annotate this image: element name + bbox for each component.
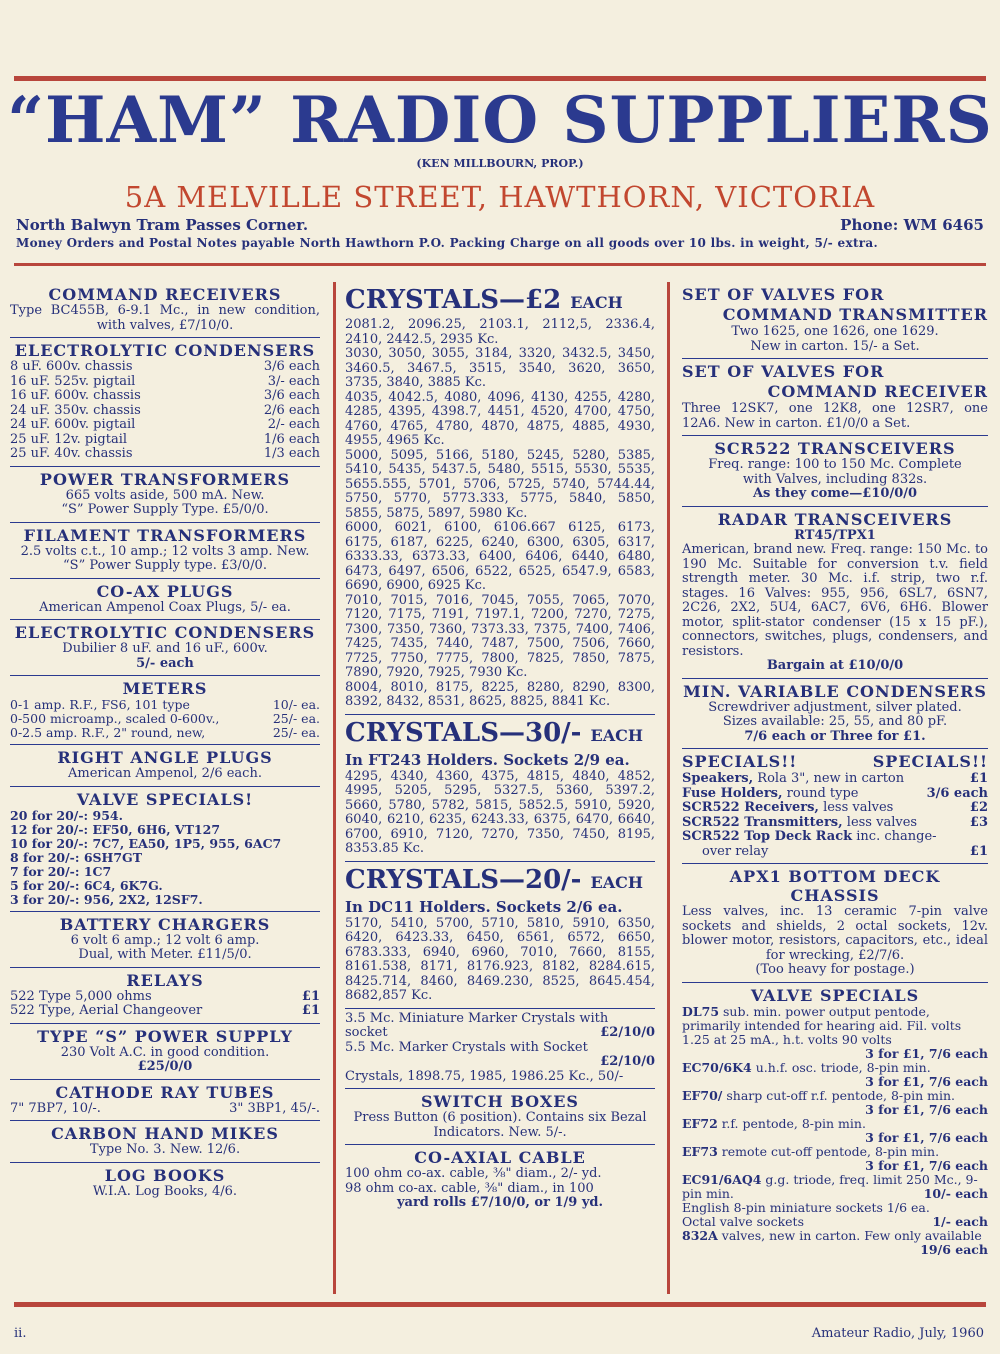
item-desc: 16 uF. 600v. chassis [10, 389, 141, 403]
item-desc [682, 816, 970, 831]
list-item [682, 1215, 988, 1229]
section-text: W.I.A. Log Books, 4/6. [92, 1183, 238, 1199]
header-bottom-rule [14, 263, 986, 266]
item-desc: 0-500 microamp., scaled 0-600v., [10, 712, 220, 726]
item-desc: 25 uF. 40v. chassis [10, 447, 133, 461]
payment-note: Money Orders and Postal Notes payable North Hawthorn P.O. Packing Charge on all goods over 10 lbs. in weight, 5/- extra. [16, 236, 878, 250]
section-price: £25/0/0 [137, 1059, 193, 1074]
valves-command-receiver-section [682, 359, 988, 436]
section-heading: POWER TRANSFORMERS [39, 469, 291, 489]
section-price: 5/- each [136, 655, 194, 671]
item-desc: 24 uF. 350v. chassis [10, 403, 141, 418]
list-item [10, 726, 320, 740]
item-desc [682, 772, 970, 787]
electrolytic-condensers-section [10, 338, 320, 467]
item-price: £1 [301, 988, 320, 1004]
section-text: 98 ohm co-ax. cable, ⅜" diam., in 100 [345, 1180, 594, 1196]
item-price: 1/- each [932, 1213, 988, 1229]
store-title: “HAM” RADIO SUPPLIERS [7, 83, 993, 158]
item-detail: remote cut-off pentode, 8-pin min. [721, 1143, 940, 1159]
section-text: Press Button (6 position). Contains six Bezal Indicators. New. 5/-. [353, 1110, 647, 1140]
item-price: 3/- each [267, 373, 320, 389]
list-item: English 8-pin miniature sockets 1/6 ea. [682, 1199, 930, 1215]
item-price: 25/- ea. [272, 711, 320, 726]
list-item [682, 1227, 988, 1257]
item-price: £2 [969, 800, 988, 815]
list-item: 7 for 20/-: 1C7 [10, 863, 112, 879]
item-detail: less valves [846, 815, 918, 830]
item-price: 3 for £1, 7/6 each [865, 1129, 988, 1145]
item-desc: 8 uF. 600v. chassis [10, 360, 133, 374]
radar-transceivers-section [682, 507, 988, 679]
section-price: 7/6 each or Three for £1. [744, 728, 926, 744]
marker-crystals-section [345, 1009, 655, 1090]
valve-specials-2-section [682, 983, 988, 1257]
section-heading: CO-AXIAL CABLE [414, 1148, 586, 1167]
item-name: Speakers, [682, 772, 754, 786]
list-item: 8 for 20/-: 6SH7GT [10, 849, 143, 865]
item-name: EF70/ [682, 1087, 723, 1103]
item-price: 19/6 each [920, 1241, 988, 1257]
item-price: £1 [969, 843, 988, 859]
section-text: yard rolls £7/10/0, or 1/9 yd. [396, 1195, 604, 1210]
heading-text: CRYSTALS—30/- [345, 717, 582, 748]
section-text: 665 volts aside, 500 mA. New. [65, 487, 265, 503]
item-desc: 522 Type 5,000 ohms [10, 989, 152, 1004]
section-text: New in carton. 15/- a Set. [750, 338, 920, 354]
item-price: 3 for £1, 7/6 each [865, 1045, 988, 1061]
item-desc: 522 Type, Aerial Changeover [10, 1004, 203, 1018]
list-item [10, 375, 320, 390]
specials-section [682, 749, 988, 864]
list-item [10, 712, 320, 726]
list-item [10, 698, 320, 712]
item-price: 3/6 each [263, 359, 320, 374]
crystal-group: 4295, 4340, 4360, 4375, 4815, 4840, 4852, 4995, 5205, 5295, 5327.5, 5360, 5397.2, 5660, 5780, 5782, 5815, 5852.5, 5910, 5920, 6040, 6210, 6235, 6243.33, 6375, 6470, 6640, 6700, 6910, 7120, 7270, 7350, 7450, 8195, 8353.85 Kc. [345, 768, 655, 856]
co-axial-cable-section [345, 1145, 655, 1215]
column-right [682, 282, 988, 1257]
list-item [682, 816, 988, 831]
min-variable-condensers-section [682, 679, 988, 750]
section-heading: VALVE SPECIALS! [76, 789, 254, 809]
section-heading: CO-AX PLUGS [96, 581, 234, 601]
section-heading: LOG BOOKS [104, 1165, 226, 1185]
item-detail: g.g. triode, freq. limit 250 Mc., 9-pin min. [682, 1171, 978, 1201]
section-price: Bargain at £10/0/0 [766, 658, 904, 673]
section-heading [345, 865, 655, 898]
item-price: 3 for £1, 7/6 each [865, 1073, 988, 1089]
crystal-group: 2081.2, 2096.25, 2103.1, 2112,5, 2336.4, 2410, 2442.5, 2935 Kc. [345, 317, 655, 347]
scr522-transceivers-section [682, 436, 988, 507]
crystal-group: 3030, 3050, 3055, 3184, 3320, 3432.5, 3450, 3460.5, 3467.5, 3515, 3540, 3620, 3650, 3735, 3840, 3885 Kc. [345, 346, 655, 390]
type-s-power-supply-section [10, 1024, 320, 1080]
item-name: 832A [682, 1227, 718, 1243]
section-text: Type BC455B, 6-9.1 Mc., in new condition, with valves, £7/10/0. [10, 303, 320, 333]
section-text: 5.5 Mc. Marker Crystals with Socket [345, 1039, 588, 1055]
command-receivers-section [10, 282, 320, 338]
item-price: 3/6 each [263, 388, 320, 403]
apx1-chassis-section [682, 864, 988, 983]
right-angle-plugs-section [10, 745, 320, 787]
switch-boxes-section [345, 1089, 655, 1145]
item-detail: less valves [823, 801, 894, 815]
section-heading: SET OF VALVES FOR [682, 362, 885, 381]
list-item [10, 418, 320, 433]
section-heading: ELECTROLYTIC CONDENSERS [14, 623, 316, 642]
item-price: 3 for £1, 7/6 each [865, 1101, 988, 1117]
item-detail: sub. min. power output pentode, primarily intended for hearing aid. Fil. volts 1.25 at 25 mA., h.t. volts 90 volts [682, 1003, 962, 1047]
list-item [682, 1143, 988, 1173]
meters-section [10, 676, 320, 745]
section-price: As they come—£10/0/0 [752, 486, 918, 501]
section-subheading: In DC11 Holders. Sockets 2/6 ea. [345, 897, 623, 916]
item-desc: 0-1 amp. R.F., FS6, 101 type [10, 698, 190, 712]
column-divider-left [333, 282, 336, 1294]
list-item [10, 360, 320, 375]
heading-each: EACH [590, 725, 643, 745]
list-item: 5 for 20/-: 6C4, 6K7G. [10, 877, 163, 893]
item-desc [682, 787, 927, 802]
list-item [10, 389, 320, 404]
item-price: 2/- each [267, 417, 320, 432]
crystal-group: 7010, 7015, 7016, 7045, 7055, 7065, 7070, 7120, 7175, 7191, 7197.1, 7200, 7270, 7275, 7300, 7350, 7360, 7373.33, 7375, 7400, 7406, 7425, 7435, 7440, 7487, 7500, 7506, 7660, 7725, 7750, 7775, 7800, 7825, 7850, 7875, 7890, 7920, 7925, 7930 Kc. [345, 592, 655, 680]
item-price: £1 [969, 771, 988, 786]
section-text: 2.5 volts c.t., 10 amp.; 12 volts 3 amp. New. “S” Power Supply type. £3/0/0. [20, 543, 310, 573]
relays-section [10, 968, 320, 1024]
section-text: Crystals, 1898.75, 1985, 1986.25 Kc., 50/- [345, 1068, 624, 1084]
publication-footer: Amateur Radio, July, 1960 [811, 1326, 984, 1341]
log-books-section [10, 1163, 320, 1204]
bottom-rule [14, 1302, 986, 1307]
item-price: 2/6 each [263, 402, 320, 418]
crystal-group: 5000, 5095, 5166, 5180, 5245, 5280, 5385, 5410, 5435, 5437.5, 5480, 5515, 5530, 5535, 5655.555, 5701, 5706, 5725, 5740, 5744.44, 5750, 5770, 5773.333, 5775, 5840, 5850, 5855, 5875, 5897, 5980 Kc. [345, 447, 655, 521]
list-item [682, 1115, 988, 1145]
section-heading [345, 285, 655, 318]
list-item [345, 1026, 655, 1041]
section-heading: COMMAND TRANSMITTER [722, 305, 988, 324]
section-text: American Ampenol Coax Plugs, 5/- ea. [39, 599, 291, 615]
item-name: SCR522 Receivers, [682, 801, 819, 815]
section-heading: TYPE “S” POWER SUPPLY [37, 1026, 293, 1046]
section-text: with Valves, including 832s. [742, 471, 928, 487]
section-heading [682, 752, 988, 772]
section-text: Screwdriver adjustment, silver plated. [708, 699, 962, 715]
item-price: £1 [301, 1003, 320, 1018]
section-note: (Too heavy for postage.) [755, 962, 915, 977]
list-item [10, 433, 320, 448]
item-desc [682, 801, 970, 816]
list-item [10, 447, 320, 462]
valves-command-transmitter-section [682, 282, 988, 359]
crystal-group: 6000, 6021, 6100, 6106.667 6125, 6173, 6175, 6187, 6225, 6240, 6300, 6305, 6317, 6333.33, 6373.33, 6400, 6406, 6440, 6480, 6473, 6497, 6506, 6522, 6525, 6547.9, 6583, 6690, 6900, 6925 Kc. [345, 520, 655, 593]
heading-text: SPECIALS!! [872, 752, 988, 771]
heading-text: CRYSTALS—£2 [345, 285, 562, 315]
column-left [10, 282, 320, 1203]
list-item [10, 1102, 320, 1117]
list-item: 3 for 20/-: 956, 2X2, 12SF7. [10, 891, 203, 907]
crystal-group: 4035, 4042.5, 4080, 4096, 4130, 4255, 4280, 4285, 4395, 4398.7, 4451, 4520, 4700, 4750, 4760, 4765, 4780, 4870, 4875, 4885, 4930, 4955, 4965 Kc. [345, 389, 655, 448]
item-name: SCR522 Transmitters, [682, 815, 843, 830]
section-heading: APX1 BOTTOM DECK CHASSIS [729, 867, 941, 905]
heading-each: EACH [570, 293, 623, 312]
section-heading: COMMAND RECEIVER [767, 382, 988, 401]
item-detail: r.f. pentode, 8-pin min. [721, 1115, 866, 1131]
item-detail: inc. change- [856, 829, 937, 844]
heading-text: SPECIALS!! [682, 752, 798, 771]
battery-chargers-section [10, 912, 320, 968]
section-text: Sizes available: 25, 55, and 80 pF. [722, 714, 948, 729]
crystals-2-pound-section [345, 282, 655, 715]
item-price: £2/10/0 [600, 1025, 655, 1040]
item-detail: round type [786, 786, 859, 801]
item-price: £2/10/0 [600, 1054, 655, 1069]
list-item [682, 1087, 988, 1117]
item-price: 10/- ea. [272, 697, 320, 712]
item-detail: sharp cut-off r.f. pentode, 8-pin min. [726, 1087, 956, 1103]
section-heading: FILAMENT TRANSFORMERS [23, 525, 307, 545]
electrolytic-condensers-2-section [10, 620, 320, 676]
crystals-20s-section [345, 862, 655, 1009]
item-price: £3 [969, 814, 988, 830]
section-heading: METERS [122, 679, 208, 698]
item-name: EF73 [682, 1143, 718, 1159]
section-text: Three 12SK7, one 12K8, one 12SR7, one 12A6. New in carton. £1/0/0 a Set. [682, 401, 988, 431]
list-item [682, 1059, 988, 1089]
item-desc: 24 uF. 600v. pigtail [10, 418, 136, 432]
section-text: 6 volt 6 amp.; 12 volt 6 amp. [70, 932, 260, 948]
item-desc: 7" 7BP7, 10/-. [10, 1101, 101, 1116]
top-rule [14, 76, 986, 81]
page-number: ii. [14, 1326, 27, 1341]
section-text: Dual, with Meter. £11/5/0. [78, 947, 252, 962]
list-item [10, 404, 320, 419]
carbon-hand-mikes-section [10, 1121, 320, 1163]
item-desc: socket [345, 1026, 388, 1040]
heading-each: EACH [590, 872, 643, 892]
section-text: 3.5 Mc. Miniature Marker Crystals with [345, 1010, 609, 1026]
section-text: Less valves, inc. 13 ceramic 7-pin valve sockets and shields, 2 octal sockets, 12v. blower motor, resistors, capacitors, etc., ideal for wrecking, £2/7/6. [682, 904, 988, 963]
item-desc: Octal valve sockets [682, 1214, 804, 1229]
crystals-30s-section [345, 715, 655, 862]
item-detail: u.h.f. osc. triode, 8-pin min. [755, 1059, 931, 1075]
section-heading: MIN. VARIABLE CONDENSERS [683, 681, 987, 701]
item-price: 3 for £1, 7/6 each [865, 1157, 988, 1173]
valve-specials-section [10, 787, 320, 912]
list-item: 20 for 20/-: 954. [10, 807, 123, 823]
section-heading: SWITCH BOXES [421, 1092, 579, 1111]
section-text: 100 ohm co-ax. cable, ⅜" diam., 2/- yd. [345, 1166, 602, 1181]
item-desc: over relay [702, 844, 769, 859]
crystal-group: 5170, 5410, 5700, 5710, 5810, 5910, 6350, 6420, 6423.33, 6450, 6561, 6572, 6650, 6783.333, 6940, 6960, 7010, 7660, 8155, 8161.538, 8171, 8176.923, 8182, 8284.615, 8425.714, 8460, 8469.230, 8525, 8645.454, 8682,857 Kc. [345, 915, 655, 1003]
list-item [682, 801, 988, 816]
section-subheading: RT45/TPX1 [794, 527, 876, 543]
filament-transformers-section [10, 523, 320, 579]
tram-note: North Balwyn Tram Passes Corner. [16, 216, 309, 234]
item-desc: 0-2.5 amp. R.F., 2" round, new, [10, 726, 206, 740]
coax-plugs-section [10, 579, 320, 621]
section-heading: RIGHT ANGLE PLUGS [57, 748, 273, 767]
section-heading: CARBON HAND MIKES [51, 1124, 279, 1143]
section-heading: SET OF VALVES FOR [682, 285, 885, 304]
section-text: American Ampenol, 2/6 each. [68, 766, 262, 781]
section-heading: ELECTROLYTIC CONDENSERS [14, 341, 316, 360]
item-name: EF72 [682, 1115, 718, 1131]
section-heading: BATTERY CHARGERS [59, 914, 271, 934]
column-middle [345, 282, 655, 1215]
column-divider-right [667, 282, 670, 1294]
item-name: DL75 [682, 1003, 720, 1019]
section-heading [345, 718, 655, 751]
item-price: 3/6 each [926, 785, 988, 801]
crystal-group: 8004, 8010, 8175, 8225, 8280, 8290, 8300, 8392, 8432, 8531, 8625, 8825, 8841 Kc. [345, 679, 655, 709]
list-item [682, 772, 988, 787]
item-desc: 16 uF. 525v. pigtail [10, 374, 136, 389]
item-detail: valves, new in carton. Few only available [721, 1227, 982, 1243]
section-text: 230 Volt A.C. in good condition. [60, 1044, 270, 1060]
item-name: EC91/6AQ4 [682, 1171, 762, 1187]
list-item [10, 1004, 320, 1019]
list-item [682, 830, 988, 845]
section-text: Type No. 3. New. 12/6. [89, 1142, 241, 1157]
section-heading: CATHODE RAY TUBES [55, 1082, 275, 1102]
power-transformers-section [10, 467, 320, 523]
section-text: Dubilier 8 uF. and 16 uF., 600v. [62, 641, 268, 656]
item-name: Fuse Holders, [682, 786, 783, 801]
list-item [10, 990, 320, 1005]
item-price: 10/- each [923, 1185, 988, 1201]
item-price: 1/3 each [263, 446, 320, 461]
section-heading: VALVE SPECIALS [750, 985, 920, 1005]
section-heading: SCR522 TRANSCEIVERS [714, 439, 956, 458]
item-detail: Rola 3", new in carton [757, 772, 905, 786]
item-desc: 3" 3BP1, 45/-. [229, 1100, 320, 1116]
item-name: SCR522 Top Deck Rack [682, 829, 853, 844]
cathode-ray-tubes-section [10, 1080, 320, 1122]
item-name: EC70/6K4 [682, 1059, 752, 1075]
heading-text: CRYSTALS—20/- [345, 864, 582, 895]
section-subheading: In FT243 Holders. Sockets 2/9 ea. [345, 750, 630, 769]
list-item [682, 1173, 988, 1201]
section-text: Freq. range: 100 to 150 Mc. Complete [708, 457, 962, 472]
list-item [682, 1003, 988, 1061]
section-text: “S” Power Supply Type. £5/0/0. [61, 502, 269, 517]
section-text: Two 1625, one 1626, one 1629. [731, 324, 939, 339]
proprietor: (KEN MILLBOURN, PROP.) [416, 157, 584, 170]
list-item: 10 for 20/-: 7C7, EA50, 1P5, 955, 6AC7 [10, 835, 282, 851]
section-heading: COMMAND RECEIVERS [48, 285, 282, 304]
store-address: 5A MELVILLE STREET, HAWTHORN, VICTORIA [124, 180, 876, 214]
phone-number: Phone: WM 6465 [840, 216, 984, 234]
section-heading: RELAYS [126, 970, 204, 990]
item-price: 25/- ea. [272, 725, 320, 740]
section-text: American, brand new. Freq. range: 150 Mc. to 190 Mc. Suitable for conversion t.v. field strength meter. 30 Mc. i.f. strip, two r.f. stages. 16 Valves: 955, 956, 6SL7, 6SN7, 2C26, 2X2, 5U4, 6AC7, 6V6, 6H6. Blower motor, split-stator condenser (15 x 15 pF.), connectors, switches, plugs, condensers, and resistors. [682, 542, 988, 659]
item-price: 1/6 each [263, 431, 320, 447]
list-item [682, 787, 988, 802]
list-item [682, 845, 988, 860]
section-heading: RADAR TRANSCEIVERS [717, 509, 953, 529]
list-item: 12 for 20/-: EF50, 6H6, VT127 [10, 821, 221, 837]
item-desc: 25 uF. 12v. pigtail [10, 432, 128, 447]
